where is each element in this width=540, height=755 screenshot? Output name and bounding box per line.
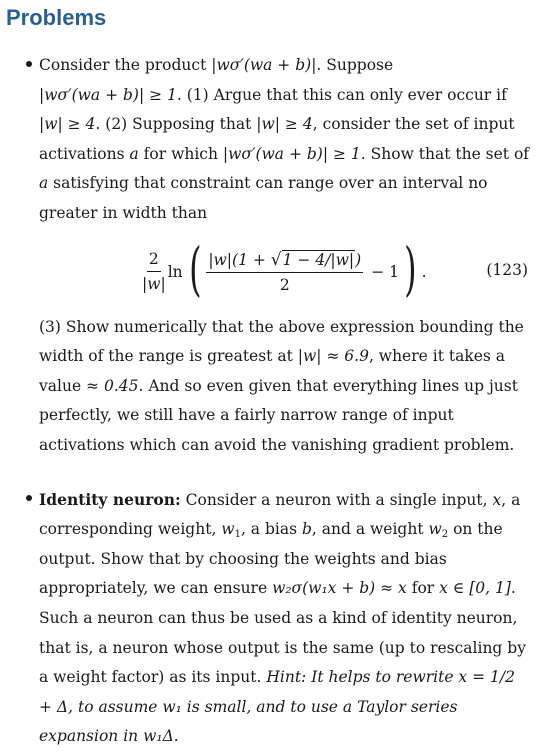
math-expression: w₁ (162, 697, 182, 716)
bullet-icon (26, 61, 32, 67)
math-expression: a (39, 174, 49, 193)
sqrt-argument: 1 − 4/|w| (282, 250, 355, 269)
problem-1-part3 (39, 313, 530, 461)
text-run: . (1) Argue that this can only ever occur if (176, 85, 507, 104)
math-expression: ≈ 0.45 (86, 376, 139, 395)
equation-body (142, 234, 427, 305)
radical-icon: √ (270, 249, 282, 270)
math-expression: x ∈ [0, 1] (439, 579, 511, 598)
text-run: for which (138, 144, 223, 163)
numerator-left: |w|(1 + (208, 250, 271, 269)
text-run: , consider the set of input activations (39, 115, 515, 163)
math-expression: |wσ′(wa + b)| ≥ 1 (222, 144, 361, 163)
math-expression: |w| ≈ 6.9 (297, 347, 369, 366)
minus-one: − 1 (371, 262, 399, 281)
text-run: for (406, 579, 440, 598)
problem-item-width-bound (6, 51, 530, 461)
text-run: satisfying that constraint can range over an interval no greater in width than (39, 174, 488, 222)
hint-text: is small, and to use a Taylor series expansion in (39, 697, 458, 746)
math-expression: |w| ≥ 4 (39, 115, 96, 134)
hint-text: Hint: It helps to rewrite (266, 668, 459, 687)
text-run: . Suppose (316, 56, 394, 74)
text-run: . Show that the set of (360, 144, 530, 163)
problem-heading: Identity neuron: (39, 489, 181, 509)
numerator-right: ) (355, 250, 362, 269)
coefficient-fraction (142, 250, 166, 293)
text-run: , where it takes a value (39, 347, 506, 395)
math-expression: a (129, 144, 139, 163)
text-run: , and a weight (311, 520, 429, 539)
sqrt-expression (271, 250, 355, 269)
function-name: ln (167, 262, 183, 281)
math-expression (428, 520, 449, 541)
problem-item-identity-neuron (6, 485, 530, 752)
argument-denominator: 2 (279, 275, 290, 294)
math-symbol: w (221, 520, 235, 539)
math-expression: w₁Δ (143, 727, 174, 746)
math-expression: w₂σ(w₁x + b) ≈ x (272, 579, 407, 598)
problem-1-text (39, 51, 530, 229)
problem-list (6, 51, 530, 752)
math-subscript: 2 (441, 529, 449, 541)
math-expression: b (301, 520, 312, 539)
math-expression (221, 520, 241, 541)
equation-number: (123) (486, 260, 528, 279)
fraction-numerator: 2 (147, 250, 161, 272)
text-run: (3) Show numerically that the above expression bounding the width of the range is greatest at (39, 317, 524, 366)
hint-text: . (173, 727, 179, 746)
text-run: on the output. Show that by choosing the weights and bias appropriately, we can ensure (39, 520, 503, 598)
fraction-denominator: |w| (142, 275, 166, 294)
text-run: , a corresponding weight, (39, 490, 521, 539)
math-symbol: w (428, 520, 442, 539)
problem-2-text (39, 485, 530, 752)
hint-text: , to assume (68, 697, 163, 716)
page-title: Problems (6, 5, 107, 30)
argument-numerator (206, 250, 363, 273)
text-run: . And so even given that everything lines up just perfectly, we still have a fairly narrow range of input activations which can avoid the vanishing gradient problem. (39, 376, 518, 454)
math-expression: x = 1/2 + Δ (39, 668, 515, 716)
argument-fraction (206, 250, 363, 294)
math-subscript: 1 (234, 529, 241, 541)
left-paren-icon: ( (188, 234, 202, 303)
math-expression: |wσ′(wa + b)| (211, 56, 317, 74)
equation-period: . (421, 262, 427, 281)
bullet-icon (26, 495, 32, 501)
right-paren-icon: ) (404, 234, 417, 303)
text-run: , a bias (240, 520, 302, 539)
text-run: Consider a neuron with a single input, (180, 490, 493, 509)
text-run: . (2) Supposing that (95, 115, 257, 134)
math-expression: x (492, 490, 502, 509)
text-run: . Such a neuron can thus be used as a kind of identity neuron, that is, a neuron whose output is the same (up to rescaling by a weight factor) as its input. (39, 579, 526, 687)
math-expression: |wσ′(wa + b)| ≥ 1 (39, 85, 177, 104)
equation-123 (39, 233, 530, 311)
text-run: Consider the product (39, 56, 212, 74)
math-expression: |w| ≥ 4 (256, 115, 313, 134)
